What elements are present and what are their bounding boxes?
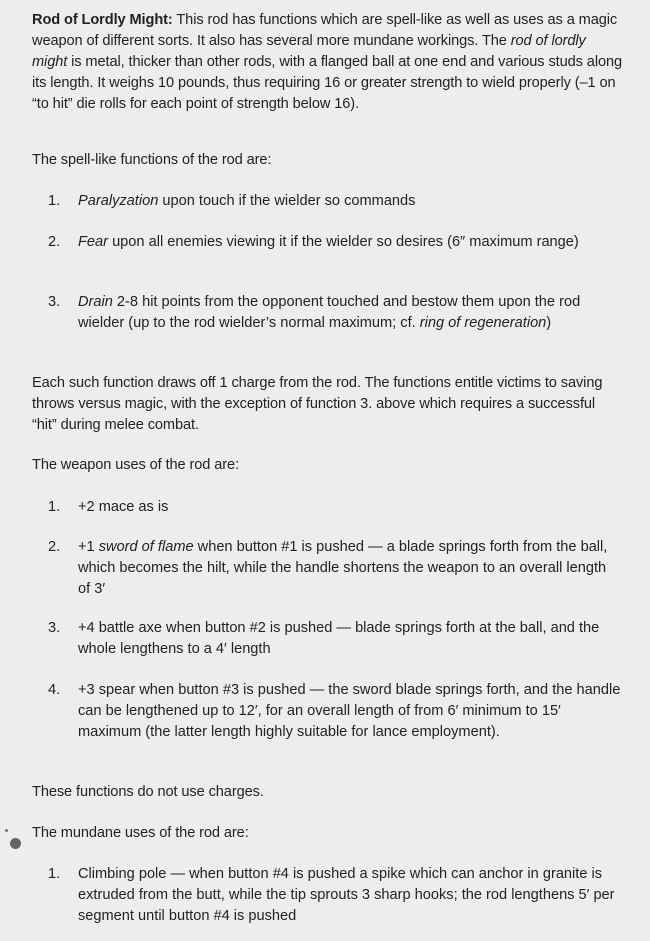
intro-paragraph: [32, 10, 622, 115]
spell-ref-italic: ring of regeneration: [419, 315, 547, 331]
spell-text: upon all enemies viewing it if the wielder so desires (6″ maximum range): [108, 234, 579, 250]
spell-name: Drain: [78, 294, 113, 310]
weapon-text: when button #1 is pushed — a blade springs forth from the ball, which becomes the hilt, while the handle shortens the weapon to an overall length of 3′: [78, 539, 608, 597]
spell-text: 2-8 hit points from the opponent touched and bestow them upon the rod wielder (up to the rod wielder’s normal maximum; cf.: [78, 294, 581, 331]
weapon-text: +2 mace as is: [78, 499, 169, 515]
list-number: 1.: [48, 499, 61, 515]
scan-blot: [10, 838, 21, 849]
charge-paragraph: Each such function draws off 1 charge from the rod. The functions entitle victims to saving throws versus magic, with the exception of function 3. above which requires a successful “hit” during melee combat.: [32, 375, 603, 433]
spell-heading: The spell-like functions of the rod are:: [32, 152, 272, 168]
no-charges-note: These functions do not use charges.: [32, 784, 264, 800]
weapon-name-italic: sword of flame: [98, 539, 194, 555]
intro-text-a: This rod has functions which are spell-like as well as uses as a magic weapon of different sorts. It also has several more mundane workings. The: [32, 12, 618, 49]
list-number: 1.: [48, 866, 61, 882]
weapon-text: +4 battle axe when button #2 is pushed — blade springs forth at the ball, and the whole lengthens to a 4′ length: [78, 620, 600, 657]
spell-name: Fear: [78, 234, 109, 250]
spell-tail: ): [546, 315, 552, 331]
mundane-text: Climbing pole — when button #4 is pushed a spike which can anchor in granite is extruded from the butt, while the tip sprouts 3 sharp hooks; the rod lengthens 5′ per segment until button #4 is pushed: [78, 866, 615, 924]
spell-text: upon touch if the wielder so commands: [158, 193, 416, 209]
weapon-text: +3 spear when button #3 is pushed — the sword blade springs forth, and the handle can be lengthened up to 12′, for an overall length of from 6′ minimum to 15′ maximum (the latter length highly suitable for lance employment).: [78, 682, 621, 740]
list-number: 2.: [48, 234, 61, 250]
intro-text-b: is metal, thicker than other rods, with a flanged ball at one end and various studs along its length. It weighs 10 pounds, thus requiring 16 or greater strength to wield properly (–1 on “to hit” die rolls for each point of strength below 16).: [32, 54, 623, 112]
weapon-heading: The weapon uses of the rod are:: [32, 457, 240, 473]
scan-speck: [5, 829, 8, 832]
list-number: 3.: [48, 620, 61, 636]
weapon-text-pre: +1: [78, 539, 99, 555]
list-number: 2.: [48, 539, 61, 555]
spell-name: Paralyzation: [78, 193, 159, 209]
item-name-italic: rod of lordly might: [32, 33, 586, 70]
list-number: 4.: [48, 682, 61, 698]
list-number: 1.: [48, 193, 61, 209]
list-number: 3.: [48, 294, 61, 310]
item-title: Rod of Lordly Might:: [32, 12, 173, 28]
mundane-heading: The mundane uses of the rod are:: [32, 825, 249, 841]
